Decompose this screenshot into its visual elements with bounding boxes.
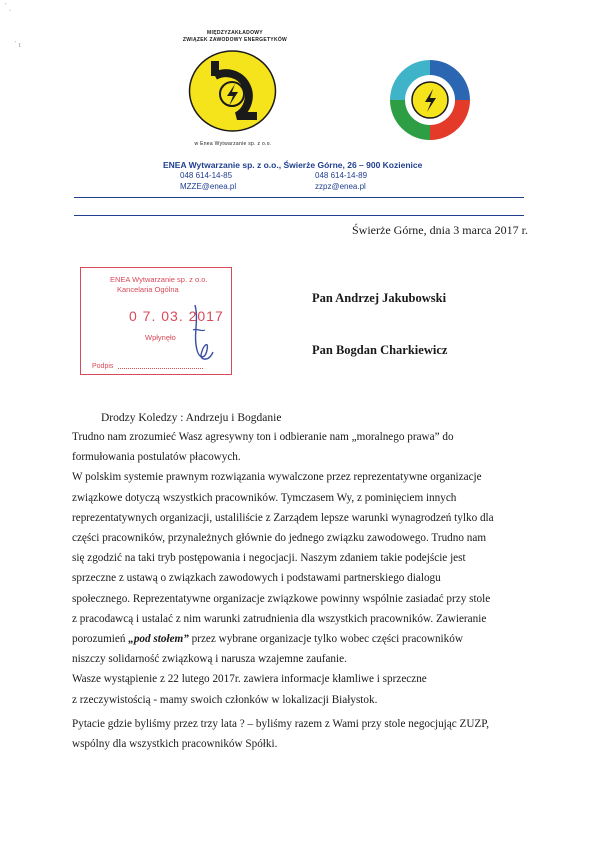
org-name-line1: MIĘDZYZAKŁADOWY	[207, 30, 263, 36]
header-divider-bottom	[74, 215, 524, 216]
emph-prefix: porozumień	[72, 633, 129, 646]
body-p2-line2: związkowe dotyczą wszystkich pracowników. Tymczasem Wy, z pominięciem innych	[72, 491, 457, 504]
handwritten-signature-icon	[185, 300, 220, 365]
body-p2-line3: reprezentatywnych organizacji, ustaliliście z Zarządem lepsze warunki wynagrodzeń tylko dla	[72, 511, 494, 524]
date-line: Świerże Górne, dnia 3 marca 2017 r.	[352, 223, 528, 237]
scan-mark: ˊ ı	[14, 40, 21, 49]
stamp-line2: Kancelaria Ogólna	[117, 285, 179, 294]
body-p2-line6: sprzeczne z ustawą o związkach zawodowych i podstawami partnerskiego dialogu	[72, 572, 441, 585]
body-p2-line5: się zgodzić na taki tryb postępowania i negocjacji. Naszym zdaniem takie podejście jest	[72, 552, 466, 565]
scan-mark: ˊ ˎ	[4, 2, 12, 11]
emph-suffix: przez wybrane organizacje tylko wobec części pracowników	[188, 633, 463, 646]
left-phone: 048 614-14-85	[180, 171, 233, 180]
org-name-line2: ZWIĄZEK ZAWODOWY ENERGETYKÓW	[182, 37, 288, 43]
letter-body	[72, 427, 541, 754]
stamp-signature-dots	[118, 368, 203, 369]
body-p2-line1: W polskim systemie prawnym rozwiązania wywalczone przez reprezentatywne organizacje	[72, 471, 482, 484]
enea-logo-icon	[385, 55, 475, 145]
body-p1-line1: Trudno nam zrozumieć Wasz agresywny ton i odbieranie nam „moralnego prawa” do	[72, 431, 454, 443]
body-p3-line2: z rzeczywistością - mamy swoich członków w lokalizacji Białystok.	[72, 693, 378, 706]
body-p2-line9	[72, 629, 541, 649]
recipient-2: Pan Bogdan Charkiewicz	[312, 343, 448, 357]
body-p1-line2: formułowania postulatów płacowych.	[72, 451, 241, 464]
org-subtitle: w Enea Wytwarzanie sp. z o.o.	[194, 141, 272, 147]
right-phone: 048 614-14-89	[315, 171, 368, 180]
stamp-received: Wpłynęło	[145, 333, 176, 342]
right-email: zzpz@enea.pl	[315, 182, 366, 191]
company-address: ENEA Wytwarzanie sp. z o.o., Świerże Górne, 26 – 900 Kozienice	[163, 160, 423, 170]
stamp-date: 0 7. 03. 2017	[129, 308, 224, 324]
body-p2-line10: niszczy solidarność związkową i narusza wzajemne zaufanie.	[72, 653, 347, 666]
recipient-1: Pan Andrzej Jakubowski	[312, 291, 447, 305]
stamp-line1: ENEA Wytwarzanie sp. z o.o.	[110, 275, 208, 284]
body-p2-line7: społecznego. Reprezentatywne organizacje związkowe powinny wspólnie zasiadać przy stole	[72, 592, 491, 605]
body-p4-line2: wspólny dla wszystkich pracowników Spółki.	[72, 738, 278, 751]
greeting: Drodzy Koledzy : Andrzeju i Bogdanie	[101, 412, 282, 424]
body-p2-line4: części pracowników, przynależnych głównie do jednego związku zawodowego. Trudno nam	[72, 532, 487, 545]
left-email: MZZE@enea.pl	[180, 182, 237, 191]
union-logo-icon	[185, 46, 280, 136]
pod-stolem-emphasis: „pod stołem”	[128, 633, 189, 646]
body-p3-line1: Wasze wystąpienie z 22 lutego 2017r. zawiera informacje kłamliwe i sprzeczne	[72, 673, 427, 686]
body-p2-line8: z pracodawcą i ustalać z nim warunki zatrudnienia dla wszystkich pracowników. Zawieranie	[72, 612, 487, 625]
stamp-signature-label: Podpis	[92, 363, 114, 370]
body-p4-line1: Pytacie gdzie byliśmy przez trzy lata ? – byliśmy razem z Wami przy stole negocjując ZUZP,	[72, 717, 490, 730]
header-divider-top	[74, 197, 524, 198]
